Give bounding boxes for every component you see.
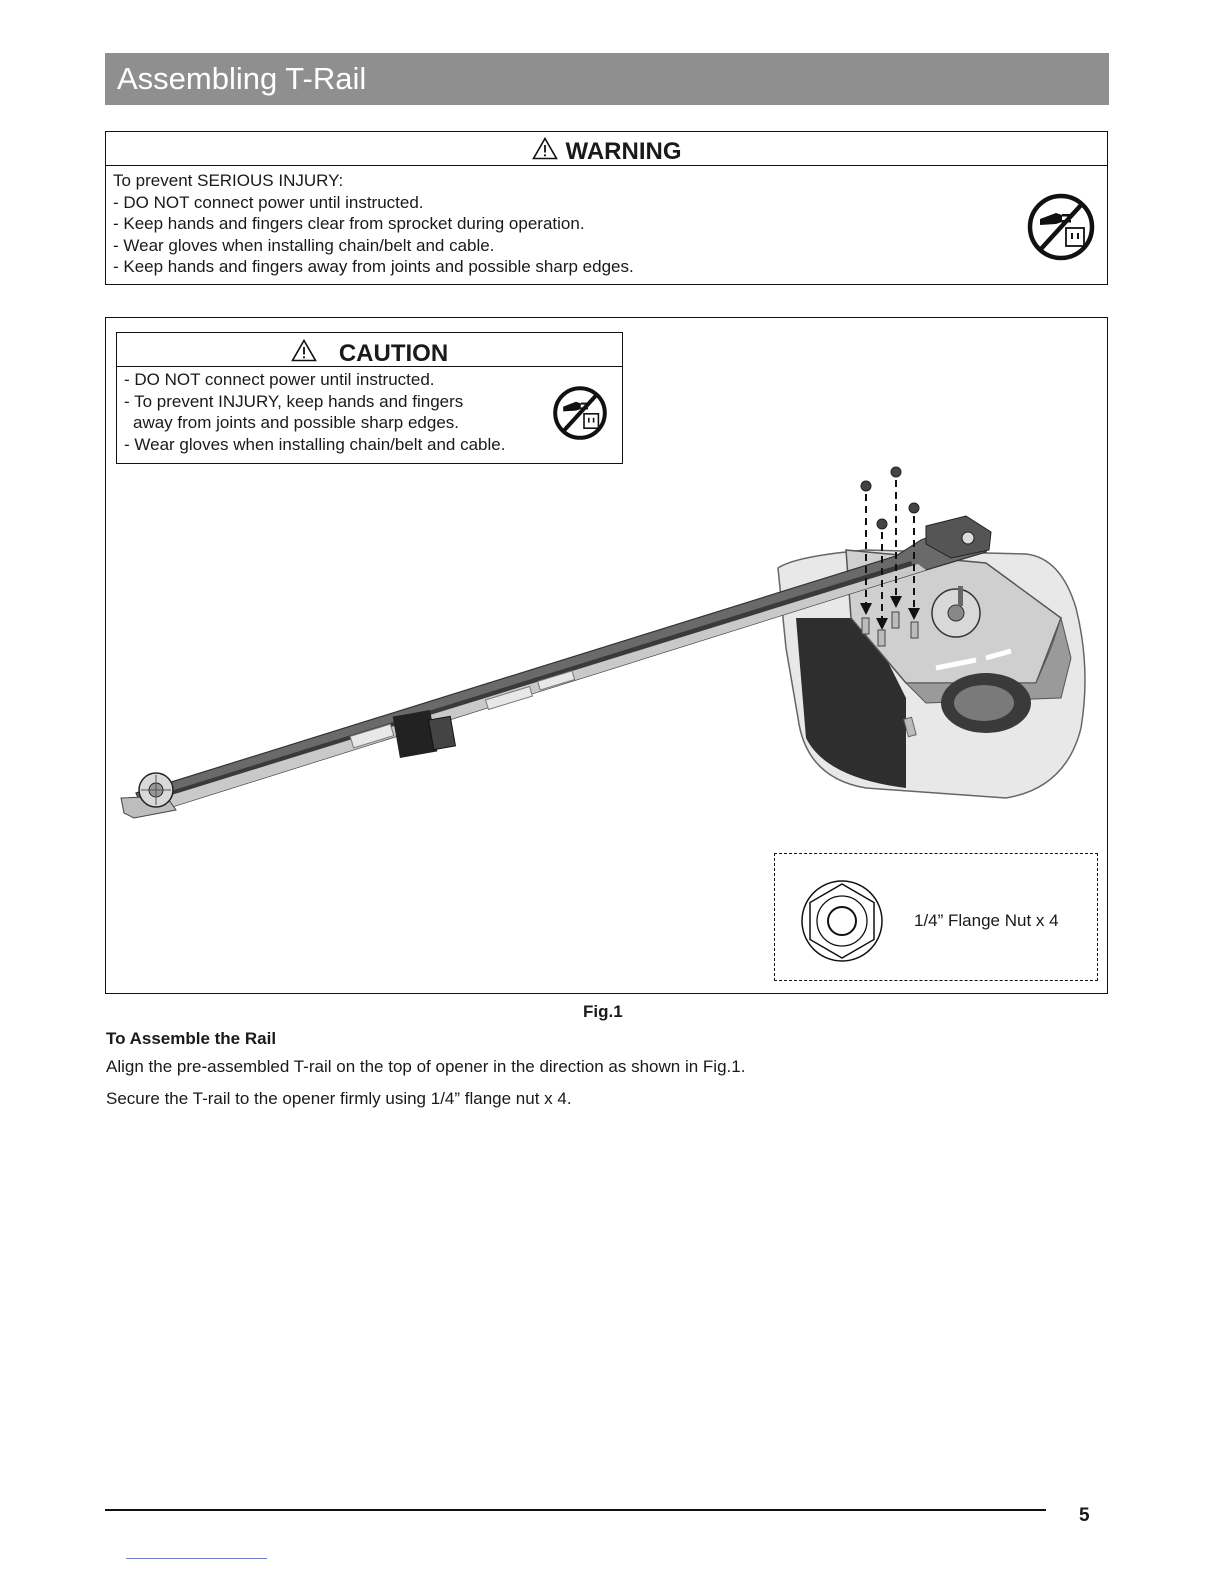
- caution-line: - DO NOT connect power until instructed.: [124, 370, 435, 389]
- caution-line: - Wear gloves when installing chain/belt and cable.: [124, 434, 506, 454]
- section-title-bar: [105, 53, 1109, 105]
- warning-triangle-icon: [291, 339, 317, 362]
- warning-box: [105, 131, 1108, 285]
- instructions-heading: To Assemble the Rail: [106, 1029, 277, 1048]
- caution-heading-text: CAUTION: [338, 340, 449, 367]
- page-number: 5: [1079, 1505, 1090, 1526]
- warning-line: - Wear gloves when installing chain/belt and cable.: [113, 235, 495, 255]
- warning-heading-text: WARNING: [565, 138, 682, 165]
- warning-heading: [106, 132, 1107, 166]
- warning-line: To prevent SERIOUS INJURY:: [113, 171, 344, 190]
- instructions-paragraph: Align the pre-assembled T-rail on the top of opener in the direction as shown in Fig.1.: [106, 1057, 746, 1076]
- warning-triangle-icon: [532, 137, 558, 160]
- parts-label: 1/4” Flange Nut x 4: [914, 911, 1059, 930]
- caution-heading: [117, 333, 622, 367]
- no-power-plug-icon: [1026, 192, 1096, 262]
- caution-box: [116, 332, 623, 464]
- parts-callout: [774, 853, 1098, 981]
- footer-divider: [105, 1509, 1046, 1511]
- warning-line: - DO NOT connect power until instructed.: [113, 192, 424, 212]
- caution-line: - To prevent INJURY, keep hands and fingers: [124, 391, 464, 411]
- figure-panel: [105, 317, 1108, 994]
- flange-nut-icon: [799, 878, 885, 964]
- warning-line: - Keep hands and fingers clear from sprocket during operation.: [113, 214, 585, 233]
- no-power-plug-icon: [552, 385, 608, 441]
- section-title: Assembling T-Rail: [117, 61, 367, 96]
- warning-text: [106, 166, 1107, 282]
- figure-caption: Fig.1: [583, 1002, 623, 1021]
- instructions-paragraph: Secure the T-rail to the opener firmly using 1/4” flange nut x 4.: [106, 1089, 572, 1108]
- caution-text: [117, 367, 622, 457]
- warning-line: - Keep hands and fingers away from joints and possible sharp edges.: [113, 257, 634, 276]
- caution-line: away from joints and possible sharp edges.: [133, 413, 460, 432]
- link-underline: [126, 1558, 267, 1559]
